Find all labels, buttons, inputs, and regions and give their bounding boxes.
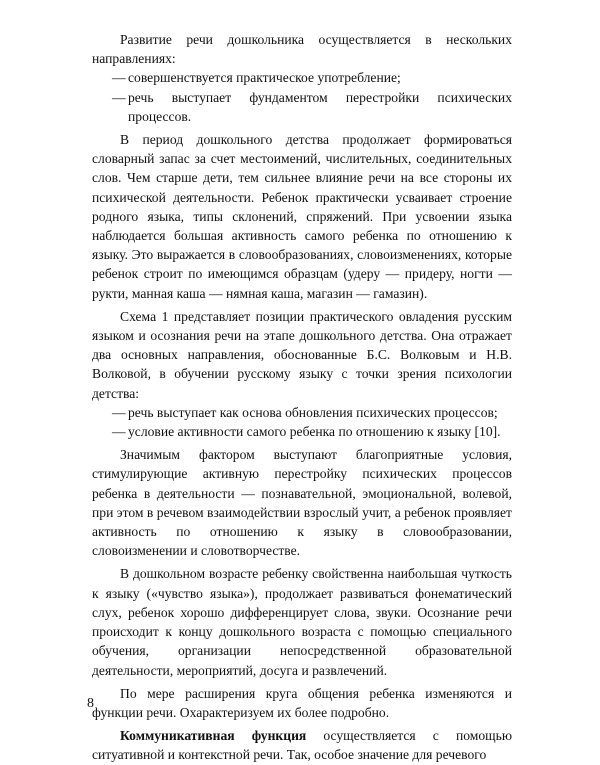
list-item bbox=[112, 422, 512, 441]
term-communicative-function: Коммуникативная функция bbox=[120, 728, 307, 744]
paragraph-scheme-1: Схема 1 представляет позиции практического овладения русским языком и осознания речи на этапе дошкольного детства. Она отражает два основных направления, обоснованные Б.С. Волковым и Н.В. Волковой, в обучении русскому языку с точки зрения психологии детства: bbox=[92, 308, 512, 401]
paragraph-communicative-function bbox=[92, 726, 512, 764]
list-item bbox=[112, 88, 512, 126]
list-item-text: совершенствуется практическое употребление; bbox=[128, 70, 401, 86]
list-item bbox=[112, 403, 512, 422]
page-body bbox=[92, 30, 512, 765]
paragraph-text: осуществляется с помощью ситуативной и контекстной речи. Так, особое значение для речевого bbox=[92, 728, 512, 763]
list-item-text: условие активности самого ребенка по отношению к языку [10]. bbox=[128, 424, 501, 440]
dash-marker: — bbox=[112, 70, 126, 86]
paragraph-speech-functions: По мере расширения круга общения ребенка изменяются и функции речи. Охарактеризуем их более подробно. bbox=[92, 685, 512, 720]
paragraph-preschool-vocabulary: В период дошкольного детства продолжает формироваться словарный запас за счет местоимений, числительных, соединительных слов. Чем старше дети, тем сильнее влияние речи на все стороны их психической деятельности. Ребенок практически усваивает строение родного языка, типы склонений, спряжений. При усвоении языка наблюдается большая активность самого ребенка по отношению к языку. Это выражается в словообразованиях, словоизменениях, которые ребенок строит по имеющимся образцам (удеру — придеру, ногти — рукти, манная каша — нямная каша, магазин — гамазин). bbox=[92, 132, 512, 301]
list-item-text: речь выступает фундаментом перестройки психических процессов. bbox=[128, 89, 512, 124]
paragraph-favorable-conditions: Значимым фактором выступают благоприятные условия, стимулирующие активную перестройку психических процессов ребенка в деятельности — познавательной, эмоциональной, волевой, при этом в речевом взаимодействии взрослый учит, а ребенок проявляет активность по отношению к языку в словообразовании, словоизменении и словотворчестве. bbox=[92, 447, 512, 559]
dash-marker: — bbox=[112, 89, 126, 105]
page-number: 8 bbox=[87, 696, 94, 711]
list-item-text: речь выступает как основа обновления психических процессов; bbox=[128, 404, 498, 420]
paragraph-speech-development: Развитие речи дошкольника осуществляется в нескольких направлениях: bbox=[92, 32, 512, 67]
dash-marker: — bbox=[112, 424, 126, 440]
list-item bbox=[112, 68, 512, 87]
paragraph-language-sense: В дошкольном возрасте ребенку свойственна наибольшая чуткость к языку («чувство языка»), продолжает развиваться фонематический слух, ребенок хорошо дифференцирует слова, звуки. Осознание речи происходит к концу дошкольного возраста с помощью специального обучения, организации непосредственной образовательной деятельности, мероприятий, досуга и развлечений. bbox=[92, 566, 512, 678]
dash-marker: — bbox=[112, 404, 126, 420]
